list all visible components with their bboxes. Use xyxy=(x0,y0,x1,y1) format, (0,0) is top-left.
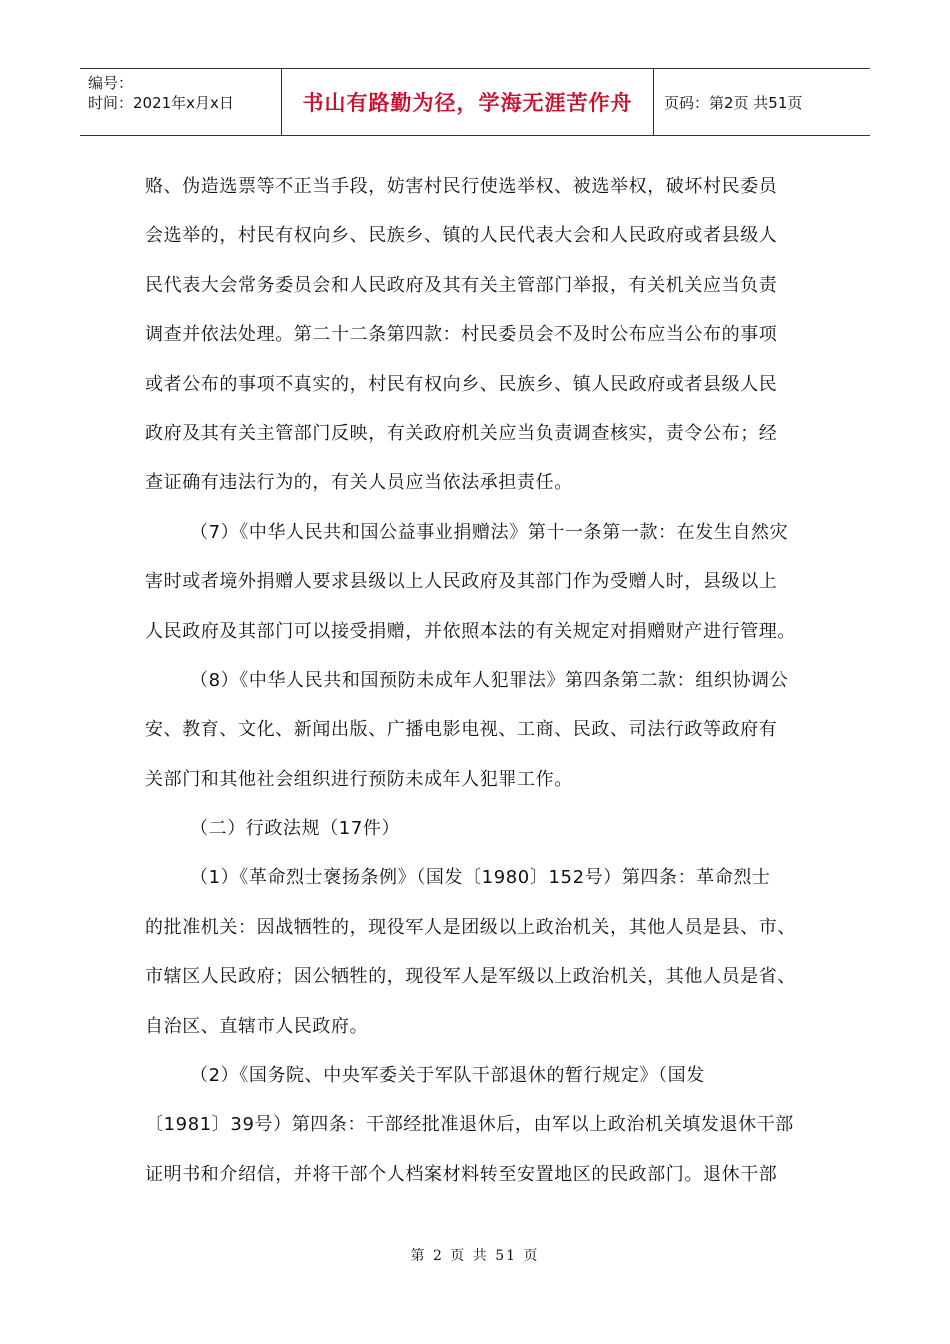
document-date-label: 时间：2021年x月x日 xyxy=(88,94,234,112)
page-footer: 第 2 页 共 51 页 xyxy=(410,1248,540,1264)
body-line: 调查并依法处理。第二十二条第四款：村民委员会不及时公布应当公布的事项 xyxy=(145,324,778,346)
section-heading: （二）行政法规（17件） xyxy=(190,818,401,840)
body-line: 的批准机关：因战牺牲的，现役军人是团级以上政治机关，其他人员是县、市、 xyxy=(145,916,796,938)
page-header xyxy=(80,68,870,136)
body-line: 〔1981〕39号）第四条：干部经批准退休后，由军以上政治机关填发退休干部 xyxy=(145,1114,794,1136)
header-page-info: 页码：第2页 共51页 xyxy=(664,93,803,112)
document-number-label: 编号： xyxy=(88,74,134,92)
body-line: 自治区、直辖市人民政府。 xyxy=(145,1015,369,1037)
body-line: 关部门和其他社会组织进行预防未成年人犯罪工作。 xyxy=(145,768,573,790)
body-line: 安、教育、文化、新闻出版、广播电影电视、工商、民政、司法行政等政府有 xyxy=(145,719,778,741)
body-line: 证明书和介绍信，并将干部个人档案材料转至安置地区的民政部门。退休干部 xyxy=(145,1163,778,1185)
body-line: 查证确有违法行为的，有关人员应当依法承担责任。 xyxy=(145,472,573,494)
header-page-cell xyxy=(654,69,870,135)
body-line: 害时或者境外捐赠人要求县级以上人民政府及其部门作为受赠人时，县级以上 xyxy=(145,571,778,593)
body-line: 赂、伪造选票等不正当手段，妨害村民行使选举权、被选举权，破坏村民委员 xyxy=(145,176,778,197)
header-meta-cell xyxy=(80,69,282,135)
body-line: （1）《革命烈士褒扬条例》（国发〔1980〕152号）第四条：革命烈士 xyxy=(190,867,771,889)
body-line: 或者公布的事项不真实的，村民有权向乡、民族乡、镇人民政府或者县级人民 xyxy=(145,373,778,395)
body-line: 人民政府及其部门可以接受捐赠，并依照本法的有关规定对捐赠财产进行管理。 xyxy=(145,620,796,642)
body-line: 市辖区人民政府；因公牺牲的，现役军人是军级以上政治机关，其他人员是省、 xyxy=(145,966,796,988)
header-motto: 书山有路勤为径，学海无涯苦作舟 xyxy=(302,90,633,115)
body-line: 会选举的，村民有权向乡、民族乡、镇的人民代表大会和人民政府或者县级人 xyxy=(145,225,778,247)
document-body xyxy=(145,162,810,1199)
body-line: （7）《中华人民共和国公益事业捐赠法》第十一条第一款：在发生自然灾 xyxy=(190,521,789,543)
header-motto-cell xyxy=(282,69,654,135)
body-line: （2）《国务院、中央军委关于军队干部退休的暂行规定》（国发 xyxy=(190,1065,705,1087)
body-line: 民代表大会常务委员会和人民政府及其有关主管部门举报，有关机关应当负责 xyxy=(145,274,778,296)
body-line: （8）《中华人民共和国预防未成年人犯罪法》第四条第二款：组织协调公 xyxy=(190,669,789,691)
body-line: 政府及其有关主管部门反映，有关政府机关应当负责调查核实，责令公布；经 xyxy=(145,422,778,444)
